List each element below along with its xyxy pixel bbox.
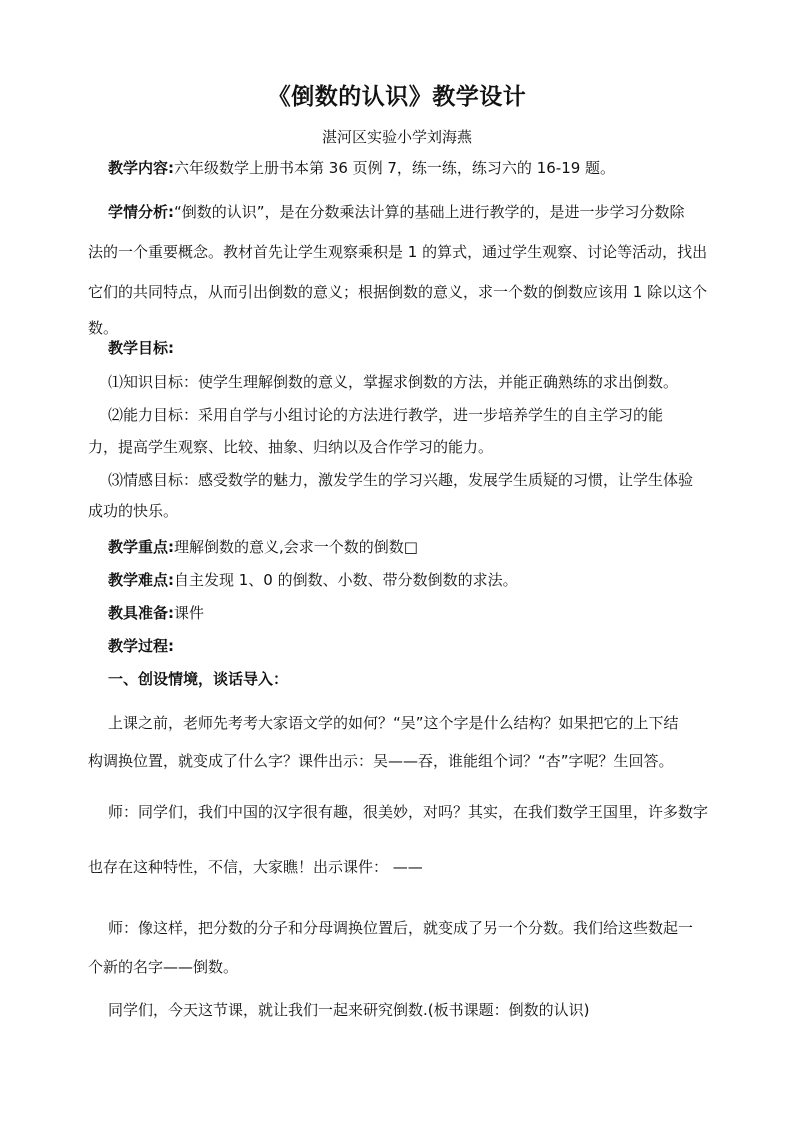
key-point-text: 理解倒数的意义,会求一个数的倒数□ bbox=[174, 538, 418, 556]
content-label: 教学内容: bbox=[108, 159, 174, 177]
goal-1: ⑴知识目标：使学生理解倒数的意义，掌握求倒数的方法，并能正确熟练的求出倒数。 bbox=[108, 373, 679, 391]
prep-text: 课件 bbox=[174, 604, 205, 622]
analysis-line-2: 法的一个重要概念。教材首先让学生观察乘积是 1 的算式，通过学生观察、讨论等活动，找出 bbox=[88, 243, 708, 261]
goal-3-line-2: 成功的快乐。 bbox=[88, 502, 179, 520]
paragraph-4: 同学们，今天这节课，就让我们一起来研究倒数.(板书课题：倒数的认识) bbox=[108, 1001, 590, 1019]
content-text: 六年级数学上册书本第 36 页例 7，练一练，练习六的 16-19 题。 bbox=[174, 159, 616, 177]
difficulty-label: 教学难点: bbox=[108, 571, 174, 589]
analysis-line-4: 数。 bbox=[88, 319, 119, 337]
document-title: 《倒数的认识》教学设计 bbox=[267, 84, 527, 110]
goal-3-line-1: ⑶情感目标：感受数学的魅力，激发学生的学习兴趣，发展学生质疑的习惯，让学生体验 bbox=[108, 471, 694, 489]
analysis-line-1 bbox=[108, 202, 685, 222]
goals-heading: 教学目标: bbox=[108, 339, 174, 357]
paragraph-2-line-2: 也存在这种特性，不信，大家瞧！出示课件： —— bbox=[88, 858, 423, 876]
paragraph-3-line-2: 个新的名字——倒数。 bbox=[88, 958, 239, 976]
goal-2-line-1: ⑵能力目标：采用自学与小组讨论的方法进行教学，进一步培养学生的自主学习的能 bbox=[108, 406, 664, 424]
key-point-label: 教学重点: bbox=[108, 538, 174, 556]
prep-line bbox=[108, 603, 204, 623]
paragraph-1-line-2: 构调换位置，就变成了什么字？课件出示：吴——吞，谁能组个词？“杏”字呢？生回答。 bbox=[88, 752, 674, 770]
analysis-text-1: “倒数的认识”，是在分数乘法计算的基础上进行教学的，是进一步学习分数除 bbox=[174, 203, 685, 221]
section-1-heading: 一、创设情境，谈话导入： bbox=[108, 670, 289, 688]
author-line: 湛河区实验小学刘海燕 bbox=[321, 128, 472, 146]
prep-label: 教具准备: bbox=[108, 604, 174, 622]
content-line bbox=[108, 158, 615, 178]
process-heading: 教学过程: bbox=[108, 637, 174, 655]
paragraph-2-line-1: 师：同学们，我们中国的汉字很有趣，很美妙，对吗？其实，在我们数学王国里，许多数字 bbox=[108, 803, 709, 821]
paragraph-3-line-1: 师：像这样，把分数的分子和分母调换位置后，就变成了另一个分数。我们给这些数起一 bbox=[108, 919, 694, 937]
paragraph-1-line-1: 上课之前，老师先考考大家语文学的如何？“吴”这个字是什么结构？如果把它的上下结 bbox=[108, 714, 679, 732]
difficulty-text: 自主发现 1、0 的倒数、小数、带分数倒数的求法。 bbox=[174, 571, 518, 589]
difficulty-line bbox=[108, 570, 518, 590]
analysis-line-3: 它们的共同特点，从而引出倒数的意义；根据倒数的意义，求一个数的倒数应该用 1 除以这个 bbox=[88, 283, 708, 301]
analysis-label: 学情分析: bbox=[108, 203, 174, 221]
goal-2-line-2: 力，提高学生观察、比较、抽象、归纳以及合作学习的能力。 bbox=[88, 438, 494, 456]
key-point-line bbox=[108, 537, 418, 557]
